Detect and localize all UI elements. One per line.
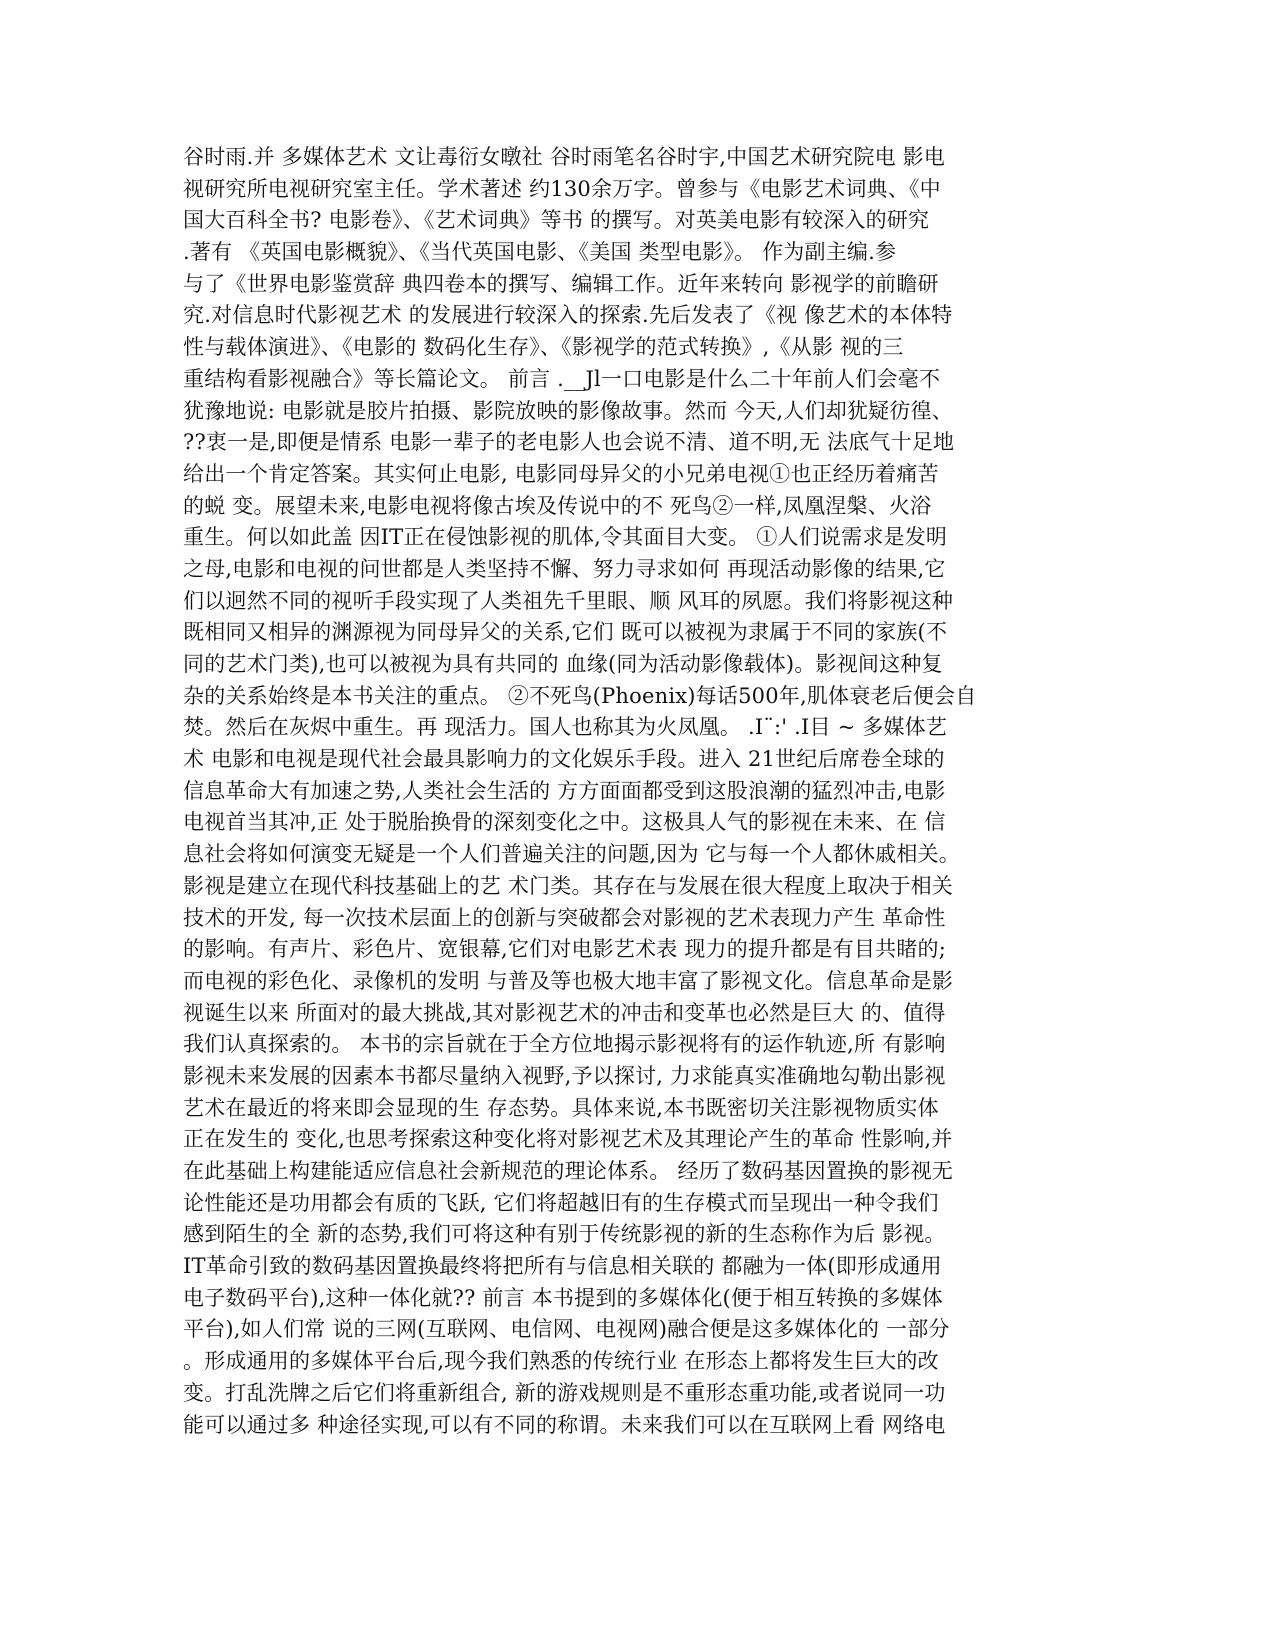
text-line: IT革命引致的数码基因置换最终将把所有与信息相关联的 都融为一体(即形成通用 xyxy=(183,1254,942,1279)
text-line: .著有 《英国电影概貌》、《当代英国电影、《美国 类型电影》。 作为副主编.参 xyxy=(183,240,897,265)
text-line: 的影响。有声片、彩色片、宽银幕,它们对电影艺术表 现力的提升都是有目共睹的; xyxy=(183,937,947,962)
text-line: 影视未来发展的因素本书都尽量纳入视野,予以探讨, 力求能真实准确地勾勒出影视 xyxy=(183,1063,946,1088)
text-line: 国大百科全书? 电影卷》、《艺术词典》等书 的撰写。对英美电影有较深入的研究 xyxy=(183,208,930,233)
text-line: 正在发生的 变化,也思考探索这种变化将对影视艺术及其理论产生的革命 性影响,并 xyxy=(183,1127,953,1152)
text-line: 电子数码平台),这种一体化就?? 前言 本书提到的多媒体化(便于相互转换的多媒体 xyxy=(183,1285,943,1310)
text-line: 杂的关系始终是本书关注的重点。 ②不死鸟(Phoenix)每话500年,肌体衰老后便会自 xyxy=(183,683,977,708)
text-line: 焚。然后在灰烬中重生。再 现活力。国人也称其为火凤凰。 .I¨:' .I目 ~ 多媒体艺 xyxy=(183,715,948,740)
text-line: 在此基础上构建能适应信息社会新规范的理论体系。 经历了数码基因置换的影视无 xyxy=(183,1159,954,1183)
text-line: 究.对信息时代影视艺术 的发展进行较深入的探索.先后发表了《视 像艺术的本体特 xyxy=(183,303,953,328)
text-line: 息社会将如何演变无疑是一个人们普遍关注的问题,因为 它与每一个人都休戚相关。 xyxy=(183,842,960,867)
text-line: 之母,电影和电视的问世都是人类坚持不懈、努力寻求如何 再现活动影像的结果,它 xyxy=(183,556,946,581)
document-page xyxy=(183,142,1045,1441)
text-line: 与了《世界电影鉴赏辞 典四卷本的撰写、编辑工作。近年来转向 影视学的前瞻研 xyxy=(183,271,939,296)
text-line: 平台),如人们常 说的三网(互联网、电信网、电视网)融合便是这多媒体化的 一部分 xyxy=(183,1317,950,1342)
text-line: 变。打乱洗牌之后它们将重新组合, 新的游戏规则是不重形态重功能,或者说同一功 xyxy=(183,1380,946,1405)
text-line: 我们认真探索的。 本书的宗旨就在于全方位地揭示影视将有的运作轨迹,所 有影响 xyxy=(183,1032,946,1057)
text-line: 视研究所电视研究室主任。学术著述 约130余万字。曾参与《电影艺术词典、《中 xyxy=(183,176,941,201)
text-line: 给出一个肯定答案。其实何止电影, 电影同母异父的小兄弟电视①也正经历着痛苦 xyxy=(183,461,939,486)
text-line: 信息革命大有加速之势,人类社会生活的 方方面面都受到这股浪潮的猛烈冲击,电影 xyxy=(183,778,946,803)
text-line: 重生。何以如此盖 因IT正在侵蚀影视的肌体,令其面目大变。 ①人们说需求是发明 xyxy=(183,525,948,550)
text-line: 。形成通用的多媒体平台后,现今我们熟悉的传统行业 在形态上都将发生巨大的改 xyxy=(183,1349,939,1374)
text-line: 技术的开发, 每一次技术层面上的创新与突破都会对影视的艺术表现力产生 革命性 xyxy=(183,905,946,930)
text-line: 能可以通过多 种途径实现,可以有不同的称谓。未来我们可以在互联网上看 网络电 xyxy=(183,1412,946,1437)
text-line: 电视首当其冲,正 处于脱胎换骨的深刻变化之中。这极具人气的影视在未来、在 信 xyxy=(183,810,946,835)
text-line: 们以迥然不同的视听手段实现了人类祖先千里眼、顺 风耳的夙愿。我们将影视这种 xyxy=(183,588,954,613)
text-line: 视诞生以来 所面对的最大挑战,其对影视艺术的冲击和变革也必然是巨大 的、值得 xyxy=(183,1000,946,1025)
text-line: 既相同又相异的渊源视为同母异父的关系,它们 既可以被视为隶属于不同的家族(不 xyxy=(183,620,948,645)
text-line: 论性能还是功用都会有质的飞跃, 它们将超越旧有的生存模式而呈现出一种令我们 xyxy=(183,1190,939,1215)
text-line: 犹豫地说: 电影就是胶片拍摄、影院放映的影像故事。然而 今天,人们却犹疑彷徨、 xyxy=(183,398,953,423)
text-line: 感到陌生的全 新的态势,我们可将这种有别于传统影视的新的生态称作为后 影视。 xyxy=(183,1222,946,1247)
text-line: 术 电影和电视是现代社会最具影响力的文化娱乐手段。进入 21世纪后席卷全球的 xyxy=(183,747,945,772)
text-line: 而电视的彩色化、录像机的发明 与普及等也极大地丰富了影视文化。信息革命是影 xyxy=(183,968,954,993)
text-line: 重结构看影视融合》等长篇论文。 前言 .__Jl一口电影是什么二十年前人们会毫不 xyxy=(183,366,941,391)
text-line: 影视是建立在现代科技基础上的艺 术门类。其存在与发展在很大程度上取决于相关 xyxy=(183,873,954,898)
text-line: 谷时雨.并 多媒体艺术 文让毒衍女暾社 谷时雨笔名谷时宇,中国艺术研究院电 影电 xyxy=(183,145,946,169)
text-line: 性与载体演进》、《电影的 数码化生存》、《影视学的范式转换》,《从影 视的三 xyxy=(183,335,904,360)
text-line: 同的艺术门类),也可以被视为具有共同的 血缘(同为活动影像载体)。影视间这种复 xyxy=(183,652,943,676)
text-line: 的蜕 变。展望未来,电影电视将像古埃及传说中的不 死鸟②一样,凤凰涅槃、火浴 xyxy=(183,493,932,518)
text-line: ??衷一是,即便是情系 电影一辈子的老电影人也会说不清、道不明,无 法底气十足地 xyxy=(183,430,955,455)
text-line: 艺术在最近的将来即会显现的生 存态势。具体来说,本书既密切关注影视物质实体 xyxy=(183,1095,939,1120)
